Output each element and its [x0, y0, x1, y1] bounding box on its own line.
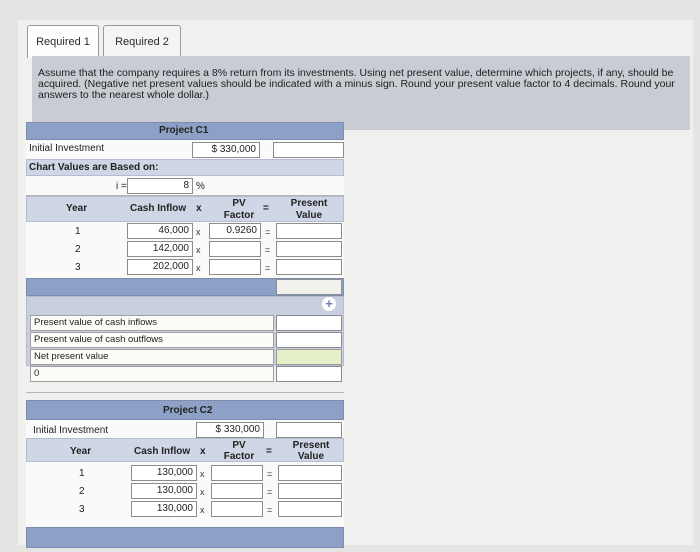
- c1-percent-sign: %: [196, 181, 205, 192]
- c1-pv-input-1[interactable]: 0.9260: [209, 223, 261, 239]
- c1-col-x: x: [196, 203, 202, 214]
- c2-equals-3: =: [267, 505, 273, 515]
- c1-rate-input[interactable]: 8: [127, 178, 193, 194]
- c1-row-year: 2: [75, 244, 81, 255]
- c2-initial-investment-extra[interactable]: [276, 422, 342, 438]
- pv-inflows-input[interactable]: [276, 315, 342, 331]
- c2-col-x: x: [200, 446, 206, 457]
- c1-cash-input-3[interactable]: 202,000: [127, 259, 193, 275]
- c1-initial-investment-extra[interactable]: [273, 142, 344, 158]
- add-icon[interactable]: +: [322, 297, 336, 311]
- npv-value: 0: [30, 366, 274, 382]
- c2-cash-input-3[interactable]: 130,000: [131, 501, 197, 517]
- c2-col-pv-factor: PV Factor: [223, 440, 255, 462]
- c1-times-1: x: [196, 227, 201, 237]
- c2-row-year: 1: [79, 468, 85, 479]
- c2-cash-input-1[interactable]: 130,000: [131, 465, 197, 481]
- c1-initial-investment-input[interactable]: $ 330,000: [192, 142, 260, 158]
- c1-col-cash-inflow: Cash Inflow: [130, 203, 187, 214]
- c2-initial-investment-input[interactable]: $ 330,000: [196, 422, 264, 438]
- c2-total-bar: [26, 527, 344, 548]
- c1-present-input-2[interactable]: [276, 241, 342, 257]
- c1-equals-1: =: [265, 227, 271, 237]
- c2-equals-1: =: [267, 469, 273, 479]
- c1-row-year: 3: [75, 262, 81, 273]
- c1-times-2: x: [196, 245, 201, 255]
- c1-col-present-value: Present Value: [290, 198, 328, 221]
- c1-chart-values-label: Chart Values are Based on:: [29, 162, 159, 173]
- tab-required-1[interactable]: Required 1: [27, 25, 99, 58]
- c2-present-input-2[interactable]: [278, 483, 342, 499]
- c1-col-year: Year: [66, 203, 88, 214]
- c2-col-year: Year: [70, 446, 92, 457]
- npv-extra-input[interactable]: [276, 366, 342, 382]
- c1-col-pv-factor: PV Factor: [223, 198, 255, 221]
- c2-col-equals: =: [266, 446, 272, 457]
- c1-present-input-3[interactable]: [276, 259, 342, 275]
- c2-pv-input-1[interactable]: [211, 465, 263, 481]
- c1-i-label: i =: [116, 181, 127, 192]
- c1-total-input[interactable]: [276, 279, 342, 295]
- c1-row-year: 1: [75, 226, 81, 237]
- c1-times-3: x: [196, 263, 201, 273]
- npv-label: Net present value: [30, 349, 274, 365]
- c2-pv-input-2[interactable]: [211, 483, 263, 499]
- section-divider: [26, 392, 344, 393]
- pv-inflows-label: Present value of cash inflows: [30, 315, 274, 331]
- tab-required-2[interactable]: Required 2: [103, 25, 181, 58]
- instructions-text: Assume that the company requires a 8% return from its investments. Using net present value, determine which projects, if any, should be acquired. (Negative net present values should be indicated with a minus sign. Round your present value factor to 4 decimals. Round your answers to the nearest whole dollar.): [38, 67, 675, 101]
- c2-times-2: x: [200, 487, 205, 497]
- c2-times-1: x: [200, 469, 205, 479]
- c2-col-cash-inflow: Cash Inflow: [134, 446, 191, 457]
- c1-pv-input-2[interactable]: [209, 241, 261, 257]
- c1-present-input-1[interactable]: [276, 223, 342, 239]
- c1-equals-2: =: [265, 245, 271, 255]
- c2-row-year: 3: [79, 504, 85, 515]
- pv-outflows-label: Present value of cash outflows: [30, 332, 274, 348]
- npv-input[interactable]: [276, 349, 342, 365]
- c1-title: Project C1: [159, 125, 209, 136]
- c1-cash-input-2[interactable]: 142,000: [127, 241, 193, 257]
- c2-row-year: 2: [79, 486, 85, 497]
- c2-col-present-value: Present Value: [292, 440, 330, 462]
- c1-pv-input-3[interactable]: [209, 259, 261, 275]
- c2-cash-input-2[interactable]: 130,000: [131, 483, 197, 499]
- c1-col-equals: =: [263, 203, 269, 214]
- c2-present-input-3[interactable]: [278, 501, 342, 517]
- c2-equals-2: =: [267, 487, 273, 497]
- c2-present-input-1[interactable]: [278, 465, 342, 481]
- c2-title: Project C2: [163, 405, 213, 416]
- pv-outflows-input[interactable]: [276, 332, 342, 348]
- instructions-box: [32, 56, 690, 130]
- c2-times-3: x: [200, 505, 205, 515]
- c2-initial-investment-label: Initial Investment: [33, 425, 109, 436]
- c2-pv-input-3[interactable]: [211, 501, 263, 517]
- c1-initial-investment-label: Initial Investment: [29, 143, 105, 154]
- c1-cash-input-1[interactable]: 46,000: [127, 223, 193, 239]
- c1-equals-3: =: [265, 263, 271, 273]
